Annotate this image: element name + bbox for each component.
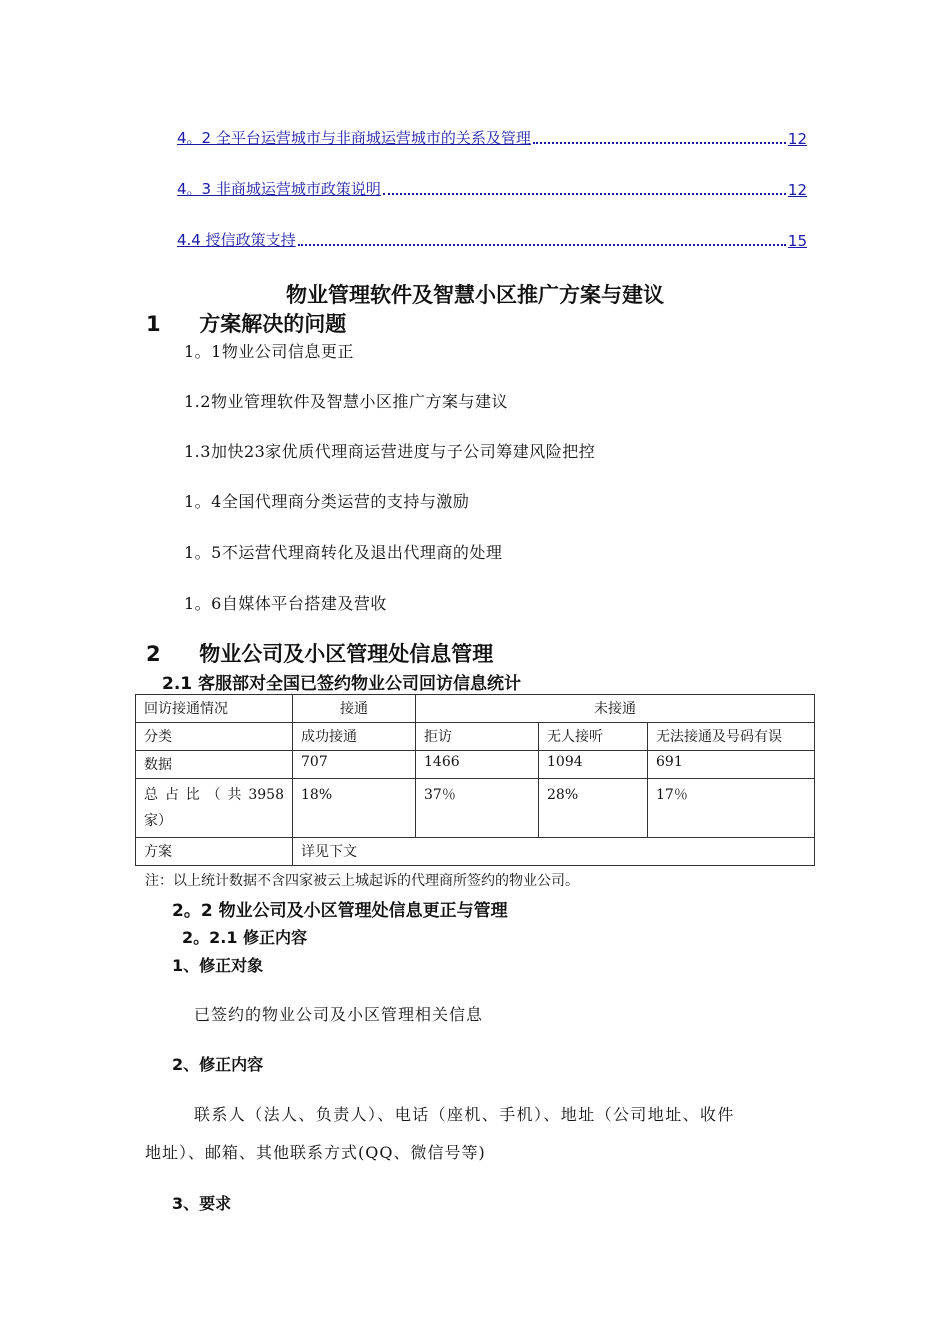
paragraph-text: 地址）、邮箱、其他联系方式(QQ、微信号等) (145, 1143, 486, 1162)
toc-entry-title[interactable]: 4。2 全平台运营城市与非商城运营城市的关系及管理 (177, 129, 531, 147)
toc-entry-4-3[interactable] (177, 173, 807, 199)
table-cell: 总 占 比 （ 共 3958 家） (136, 779, 293, 838)
table-cell: 详见下文 (293, 838, 815, 866)
paragraph-text: 联系人（法人、负责人）、电话（座机、手机）、地址（公司地址、收件 (194, 1105, 735, 1124)
section-1-heading (146, 308, 346, 338)
table-cell: 707 (293, 751, 416, 779)
document-title: 物业管理软件及智慧小区推广方案与建议 (286, 283, 664, 307)
table-cell: 37％ (416, 779, 539, 838)
section-number: 1 (146, 312, 161, 336)
paragraph-text: 已签约的物业公司及小区管理相关信息 (194, 1005, 484, 1024)
table-cell: 方案 (136, 838, 293, 866)
list-item: 1.3加快23家优质代理商运营进度与子公司筹建风险把控 (184, 442, 596, 461)
toc-entry-4-4[interactable] (177, 224, 807, 250)
section-title: 物业公司及小区管理处信息管理 (199, 642, 494, 666)
toc-entry-title[interactable]: 4。3 非商城运营城市政策说明 (177, 180, 381, 198)
table-cell: 无人接听 (539, 723, 648, 751)
section-2-heading (146, 638, 493, 668)
table-cell: 691 (648, 751, 815, 779)
table-cell: 1466 (416, 751, 539, 779)
toc-leader-dots (298, 243, 786, 246)
table-row (136, 751, 815, 779)
table-cell: 28% (539, 779, 648, 838)
toc-leader-dots (533, 141, 786, 144)
table-cell: 无法接通及号码有误 (648, 723, 815, 751)
table-cell: 1094 (539, 751, 648, 779)
table-cell: 数据 (136, 751, 293, 779)
table-note: 注：以上统计数据不含四家被云上城起诉的代理商所签约的物业公司。 (145, 873, 579, 889)
subsection-2-1-heading: 2.1 客服部对全国已签约物业公司回访信息统计 (162, 674, 522, 694)
table-row (136, 838, 815, 866)
list-item: 1.2物业管理软件及智慧小区推广方案与建议 (184, 392, 508, 411)
section-title: 方案解决的问题 (199, 312, 347, 336)
subsection-2-2-heading: 2。2 物业公司及小区管理处信息更正与管理 (172, 901, 508, 921)
subsection-2-2-1-heading: 2。2.1 修正内容 (182, 928, 308, 947)
toc-entry-page[interactable]: 12 (787, 181, 807, 199)
toc-entry-page[interactable]: 12 (787, 130, 807, 148)
table-cell: 接通 (293, 695, 416, 723)
paragraph-label: 1、修正对象 (172, 956, 264, 975)
table-row (136, 723, 815, 751)
table-cell: 未接通 (416, 695, 815, 723)
table-cell: 回访接通情况 (136, 695, 293, 723)
table-cell: 18% (293, 779, 416, 838)
list-item: 1。1物业公司信息更正 (184, 342, 354, 361)
list-item: 1。4全国代理商分类运营的支持与激励 (184, 492, 470, 511)
table-cell: 分类 (136, 723, 293, 751)
table-row (136, 779, 815, 838)
section-number: 2 (146, 642, 161, 666)
table-row (136, 695, 815, 723)
paragraph-label: 2、修正内容 (172, 1055, 264, 1074)
callback-stats-table (135, 694, 815, 866)
table-cell: 17％ (648, 779, 815, 838)
list-item: 1。5不运营代理商转化及退出代理商的处理 (184, 543, 503, 562)
list-item: 1。6自媒体平台搭建及营收 (184, 594, 387, 613)
table-cell: 成功接通 (293, 723, 416, 751)
table-cell: 拒访 (416, 723, 539, 751)
toc-entry-page[interactable]: 15 (787, 232, 807, 250)
toc-leader-dots (383, 192, 786, 195)
paragraph-label: 3、要求 (172, 1194, 232, 1213)
toc-entry-4-2[interactable] (177, 122, 807, 148)
toc-entry-title[interactable]: 4.4 授信政策支持 (177, 231, 296, 249)
